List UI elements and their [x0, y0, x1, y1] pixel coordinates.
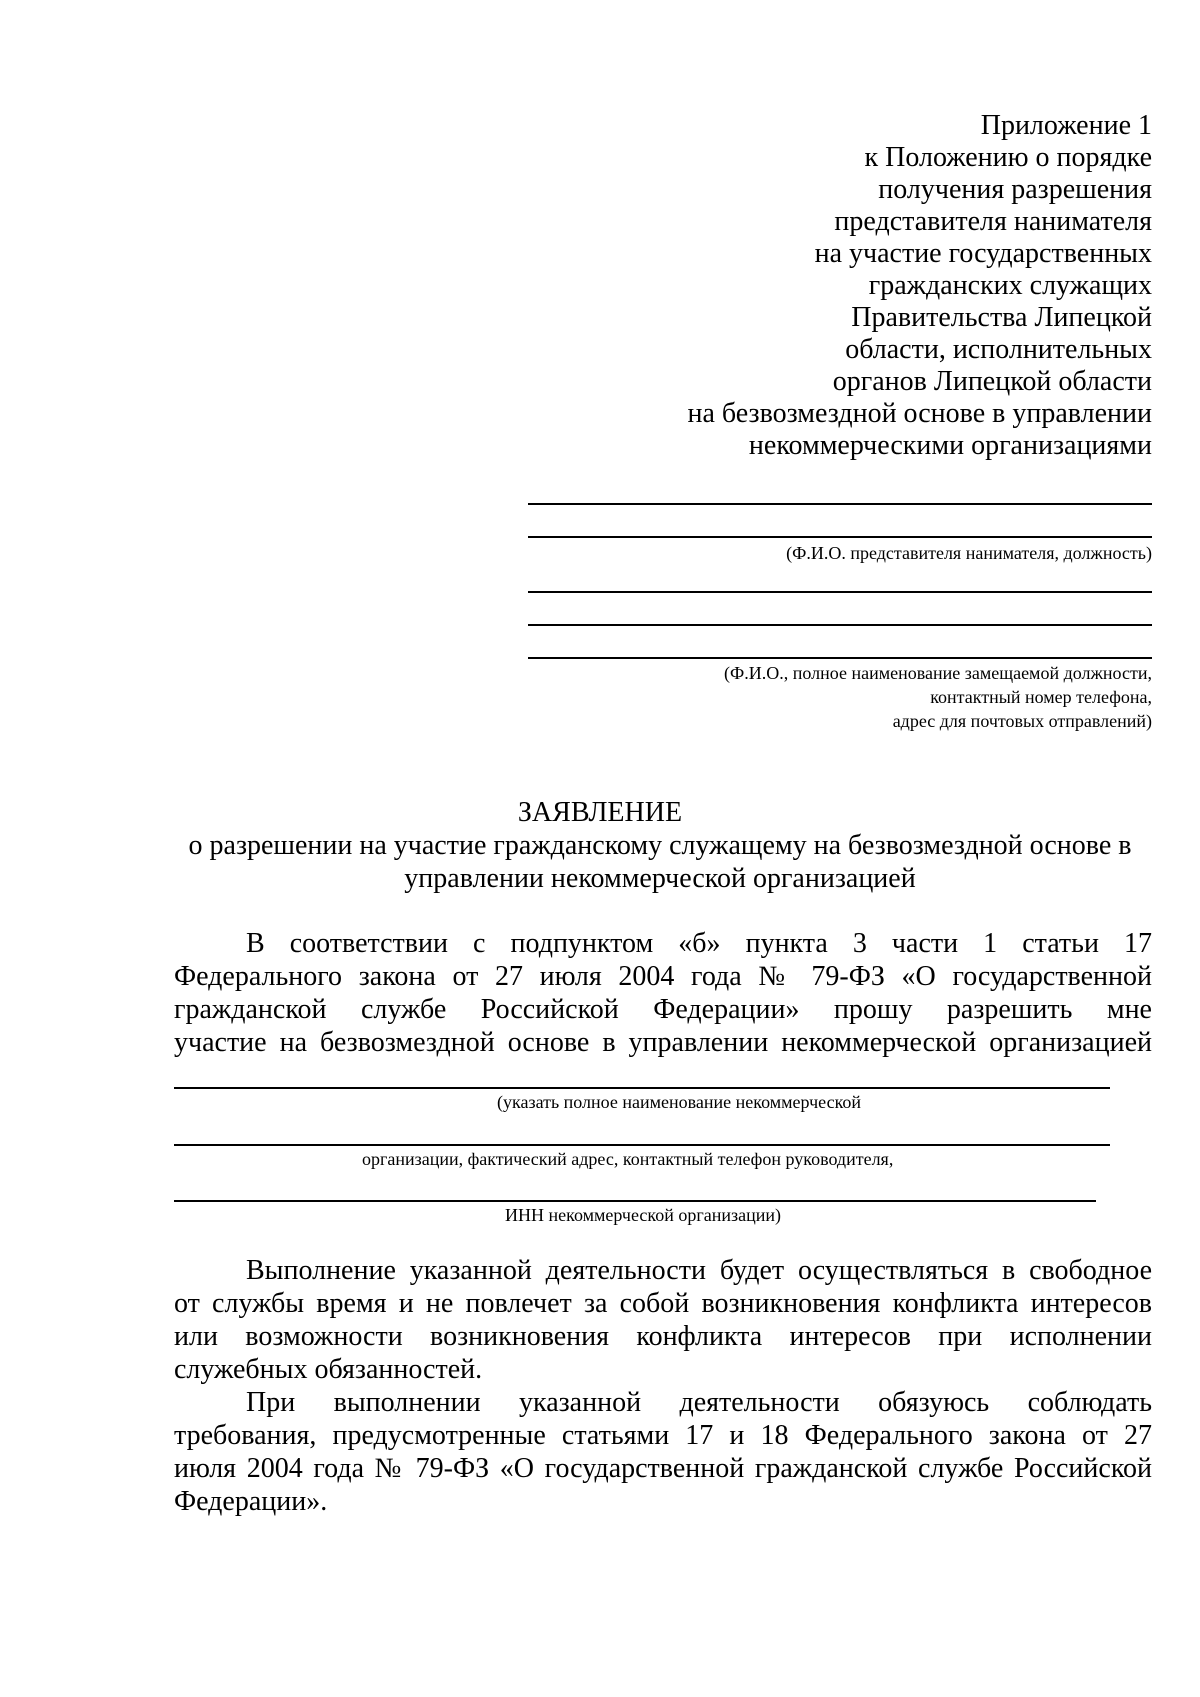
subtitle-line: о разрешении на участие гражданскому служащему на безвозмездной основе в — [188, 830, 1132, 861]
paragraph-line: служебных обязанностей. — [174, 1354, 483, 1385]
paragraph-line: участие на безвозмездной основе в управлении некоммерческой организацией — [174, 1027, 1152, 1058]
representative-caption: (Ф.И.О. представителя нанимателя, должность) — [786, 543, 1152, 563]
appendix-line: получения разрешения — [878, 174, 1152, 205]
organization-caption-3: ИНН некоммерческой организации) — [505, 1205, 782, 1225]
paragraph-line: При выполнении указанной деятельности обязуюсь соблюдать — [246, 1387, 1152, 1418]
paragraph-line: от службы время и не повлечет за собой возникновения конфликта интересов — [174, 1288, 1152, 1319]
paragraph-request — [174, 927, 1152, 1059]
applicant-fill-line-1[interactable] — [528, 591, 1152, 593]
applicant-caption: (Ф.И.О., полное наименование замещаемой должности, контактный номер телефона, адрес для почтовых отправлений) — [724, 663, 1152, 731]
paragraph-line: или возможности возникновения конфликта интересов при исполнении — [174, 1321, 1152, 1352]
appendix-line: гражданских служащих — [868, 270, 1152, 301]
representative-fill-line-2[interactable] — [528, 536, 1152, 538]
appendix-line: Приложение 1 — [980, 110, 1152, 141]
paragraph-line: Федерации». — [174, 1486, 328, 1517]
appendix-caption — [452, 110, 1152, 462]
appendix-line: Правительства Липецкой — [851, 302, 1152, 333]
organization-fill-line-2[interactable] — [174, 1144, 1110, 1146]
organization-fill-line-1[interactable] — [174, 1087, 1110, 1089]
subtitle-line: управлении некоммерческой организацией — [404, 863, 916, 894]
organization-caption-1: (указать полное наименование некоммерческой — [497, 1092, 862, 1112]
applicant-fill-line-3[interactable] — [528, 657, 1152, 659]
appendix-line: на безвозмездной основе в управлении — [687, 398, 1152, 429]
paragraph-line: Выполнение указанной деятельности будет осуществляться в свободное — [246, 1255, 1152, 1286]
appendix-line: некоммерческими организациями — [748, 430, 1152, 461]
paragraph-line: Федерального закона от 27 июля 2004 года № 79-ФЗ «О государственной — [174, 961, 1152, 992]
paragraph-line: требования, предусмотренные статьями 17 и 18 Федерального закона от 27 — [174, 1420, 1152, 1451]
appendix-line: представителя нанимателя — [834, 206, 1152, 237]
paragraph-line: В соответствии с подпунктом «б» пункта 3 части 1 статьи 17 — [246, 928, 1152, 959]
appendix-line: области, исполнительных — [845, 334, 1152, 365]
appendix-line: органов Липецкой области — [832, 366, 1152, 397]
document-subtitle — [170, 829, 1150, 895]
applicant-fill-line-2[interactable] — [528, 624, 1152, 626]
organization-caption-2: организации, фактический адрес, контактный телефон руководителя, — [362, 1149, 894, 1169]
organization-fill-line-3[interactable] — [174, 1200, 1096, 1202]
paragraph-free-time — [174, 1254, 1152, 1386]
document-title: ЗАЯВЛЕНИЕ — [517, 797, 683, 828]
representative-fill-line-1[interactable] — [528, 503, 1152, 505]
paragraph-obligation — [174, 1386, 1152, 1518]
paragraph-line: июля 2004 года № 79-ФЗ «О государственной гражданской службе Российской — [174, 1453, 1152, 1484]
appendix-line: на участие государственных — [814, 238, 1152, 269]
paragraph-line: гражданской службе Российской Федерации» прошу разрешить мне — [174, 994, 1152, 1025]
appendix-line: к Положению о порядке — [864, 142, 1152, 173]
